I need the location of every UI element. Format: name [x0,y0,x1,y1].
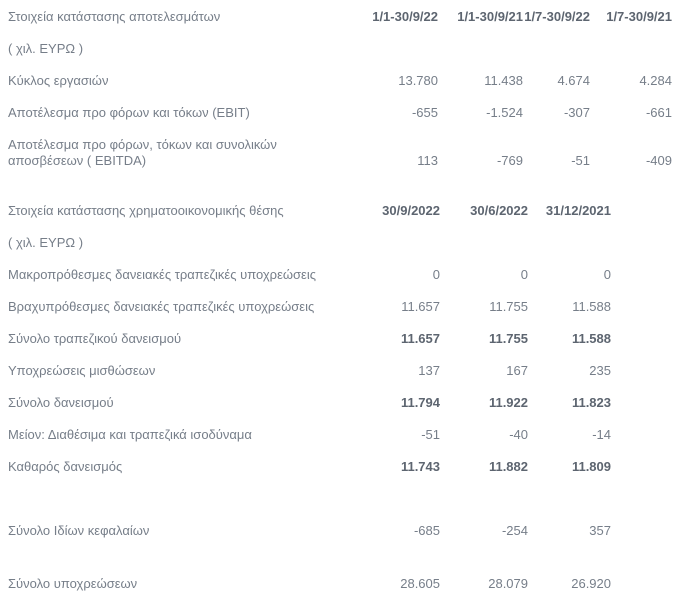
row-value: 11.657 [400,331,440,346]
row-value: 0 [520,267,528,282]
row-value: 11.922 [488,395,528,410]
table-row [8,387,696,419]
row-label: Σύνολο Ιδίων κεφαλαίων [8,523,150,538]
row-value: 11.657 [401,299,440,314]
row-value: 113 [417,153,438,168]
position-col-header-2: 30/6/2022 [470,203,528,218]
income-col-header-1: 1/1-30/9/22 [372,9,438,24]
spacer-cell [672,65,696,97]
row-label: Καθαρός δανεισμός [8,459,123,474]
table-row [8,547,696,600]
income-header-row [8,1,696,33]
financial-position-section [8,195,696,600]
position-col-header-1: 30/9/2022 [382,203,440,218]
row-value: -51 [421,427,440,442]
row-label: Σύνολο υποχρεώσεων [8,576,138,591]
row-value: 11.794 [400,395,440,410]
row-value: 357 [589,523,611,538]
row-value: -51 [571,153,590,168]
row-value: 4.284 [639,73,672,88]
row-label: Μείον: Διαθέσιμα και τραπεζικά ισοδύναμα [8,427,252,442]
row-value: 11.588 [571,331,611,346]
row-value: -1.524 [486,105,523,120]
table-row [8,97,696,129]
row-value: -40 [509,427,528,442]
table-row [8,323,696,355]
row-value: 28.079 [488,576,528,591]
spacer-cell [611,355,696,387]
row-value: -14 [592,427,611,442]
row-label: Αποτέλεσμα προ φόρων, τόκων και συνολικών αποσβέσεων ( EBITDA) [8,137,277,168]
row-value: 11.882 [488,459,528,474]
table-row [8,129,696,177]
row-value: 0 [603,267,611,282]
spacer-cell [611,451,696,483]
row-label: Σύνολο δανεισμού [8,395,114,410]
income-col-header-3: 1/7-30/9/22 [524,9,590,24]
income-col-header-4: 1/7-30/9/21 [606,9,672,24]
table-row [8,451,696,483]
row-value: 11.588 [572,299,611,314]
position-header-row [8,195,696,227]
position-unit-row [8,227,696,259]
table-row [8,65,696,97]
spacer-cell [611,483,696,547]
row-value: 13.780 [398,73,438,88]
position-section-title: Στοιχεία κατάστασης χρηματοοικονομικής θέσης [8,203,284,218]
row-label: Κύκλος εργασιών [8,73,109,88]
row-label: Βραχυπρόθεσμες δανειακές τραπεζικές υποχρεώσεις [8,299,315,314]
income-unit-label: ( χιλ. ΕΥΡΩ ) [8,41,84,56]
row-value: 26.920 [571,576,611,591]
spacer-cell [611,291,696,323]
row-value: 11.823 [571,395,611,410]
table-row [8,355,696,387]
spacer-cell [611,323,696,355]
spacer-cell [672,97,696,129]
table-row [8,291,696,323]
table-row [8,483,696,547]
position-col-header-3: 31/12/2021 [545,203,611,218]
row-value: 4.674 [557,73,590,88]
spacer-cell [611,195,696,227]
row-value: -769 [496,153,523,168]
table-row [8,419,696,451]
spacer-cell [611,419,696,451]
row-value: 11.809 [571,459,611,474]
row-value: 137 [418,363,440,378]
row-label: Αποτέλεσμα προ φόρων και τόκων (EBIT) [8,105,250,120]
spacer-cell [672,1,696,33]
income-statement-table [8,1,696,177]
row-label: Υποχρεώσεις μισθώσεων [8,363,156,378]
row-value: 28.605 [400,576,440,591]
row-value: 0 [432,267,440,282]
financial-position-table [8,195,696,600]
row-value: -409 [645,153,672,168]
row-value: 11.755 [489,299,528,314]
spacer-cell [611,387,696,419]
income-unit-row [8,33,696,65]
row-value: -661 [645,105,672,120]
row-value: 235 [589,363,611,378]
spacer-cell [611,259,696,291]
row-value: 11.743 [400,459,440,474]
row-value: -254 [501,523,528,538]
table-row [8,259,696,291]
row-value: 11.755 [488,331,528,346]
income-statement-section [8,1,696,177]
income-col-header-2: 1/1-30/9/21 [457,9,523,24]
spacer-cell [611,547,696,600]
income-section-title: Στοιχεία κατάστασης αποτελεσμάτων [8,9,221,24]
row-value: -307 [563,105,590,120]
row-value: 167 [506,363,528,378]
row-label: Μακροπρόθεσμες δανειακές τραπεζικές υποχρεώσεις [8,267,316,282]
spacer-cell [672,129,696,177]
row-value: -655 [411,105,438,120]
row-value: -685 [413,523,440,538]
row-label: Σύνολο τραπεζικού δανεισμού [8,331,182,346]
position-unit-label: ( χιλ. ΕΥΡΩ ) [8,235,84,250]
row-value: 11.438 [484,73,523,88]
